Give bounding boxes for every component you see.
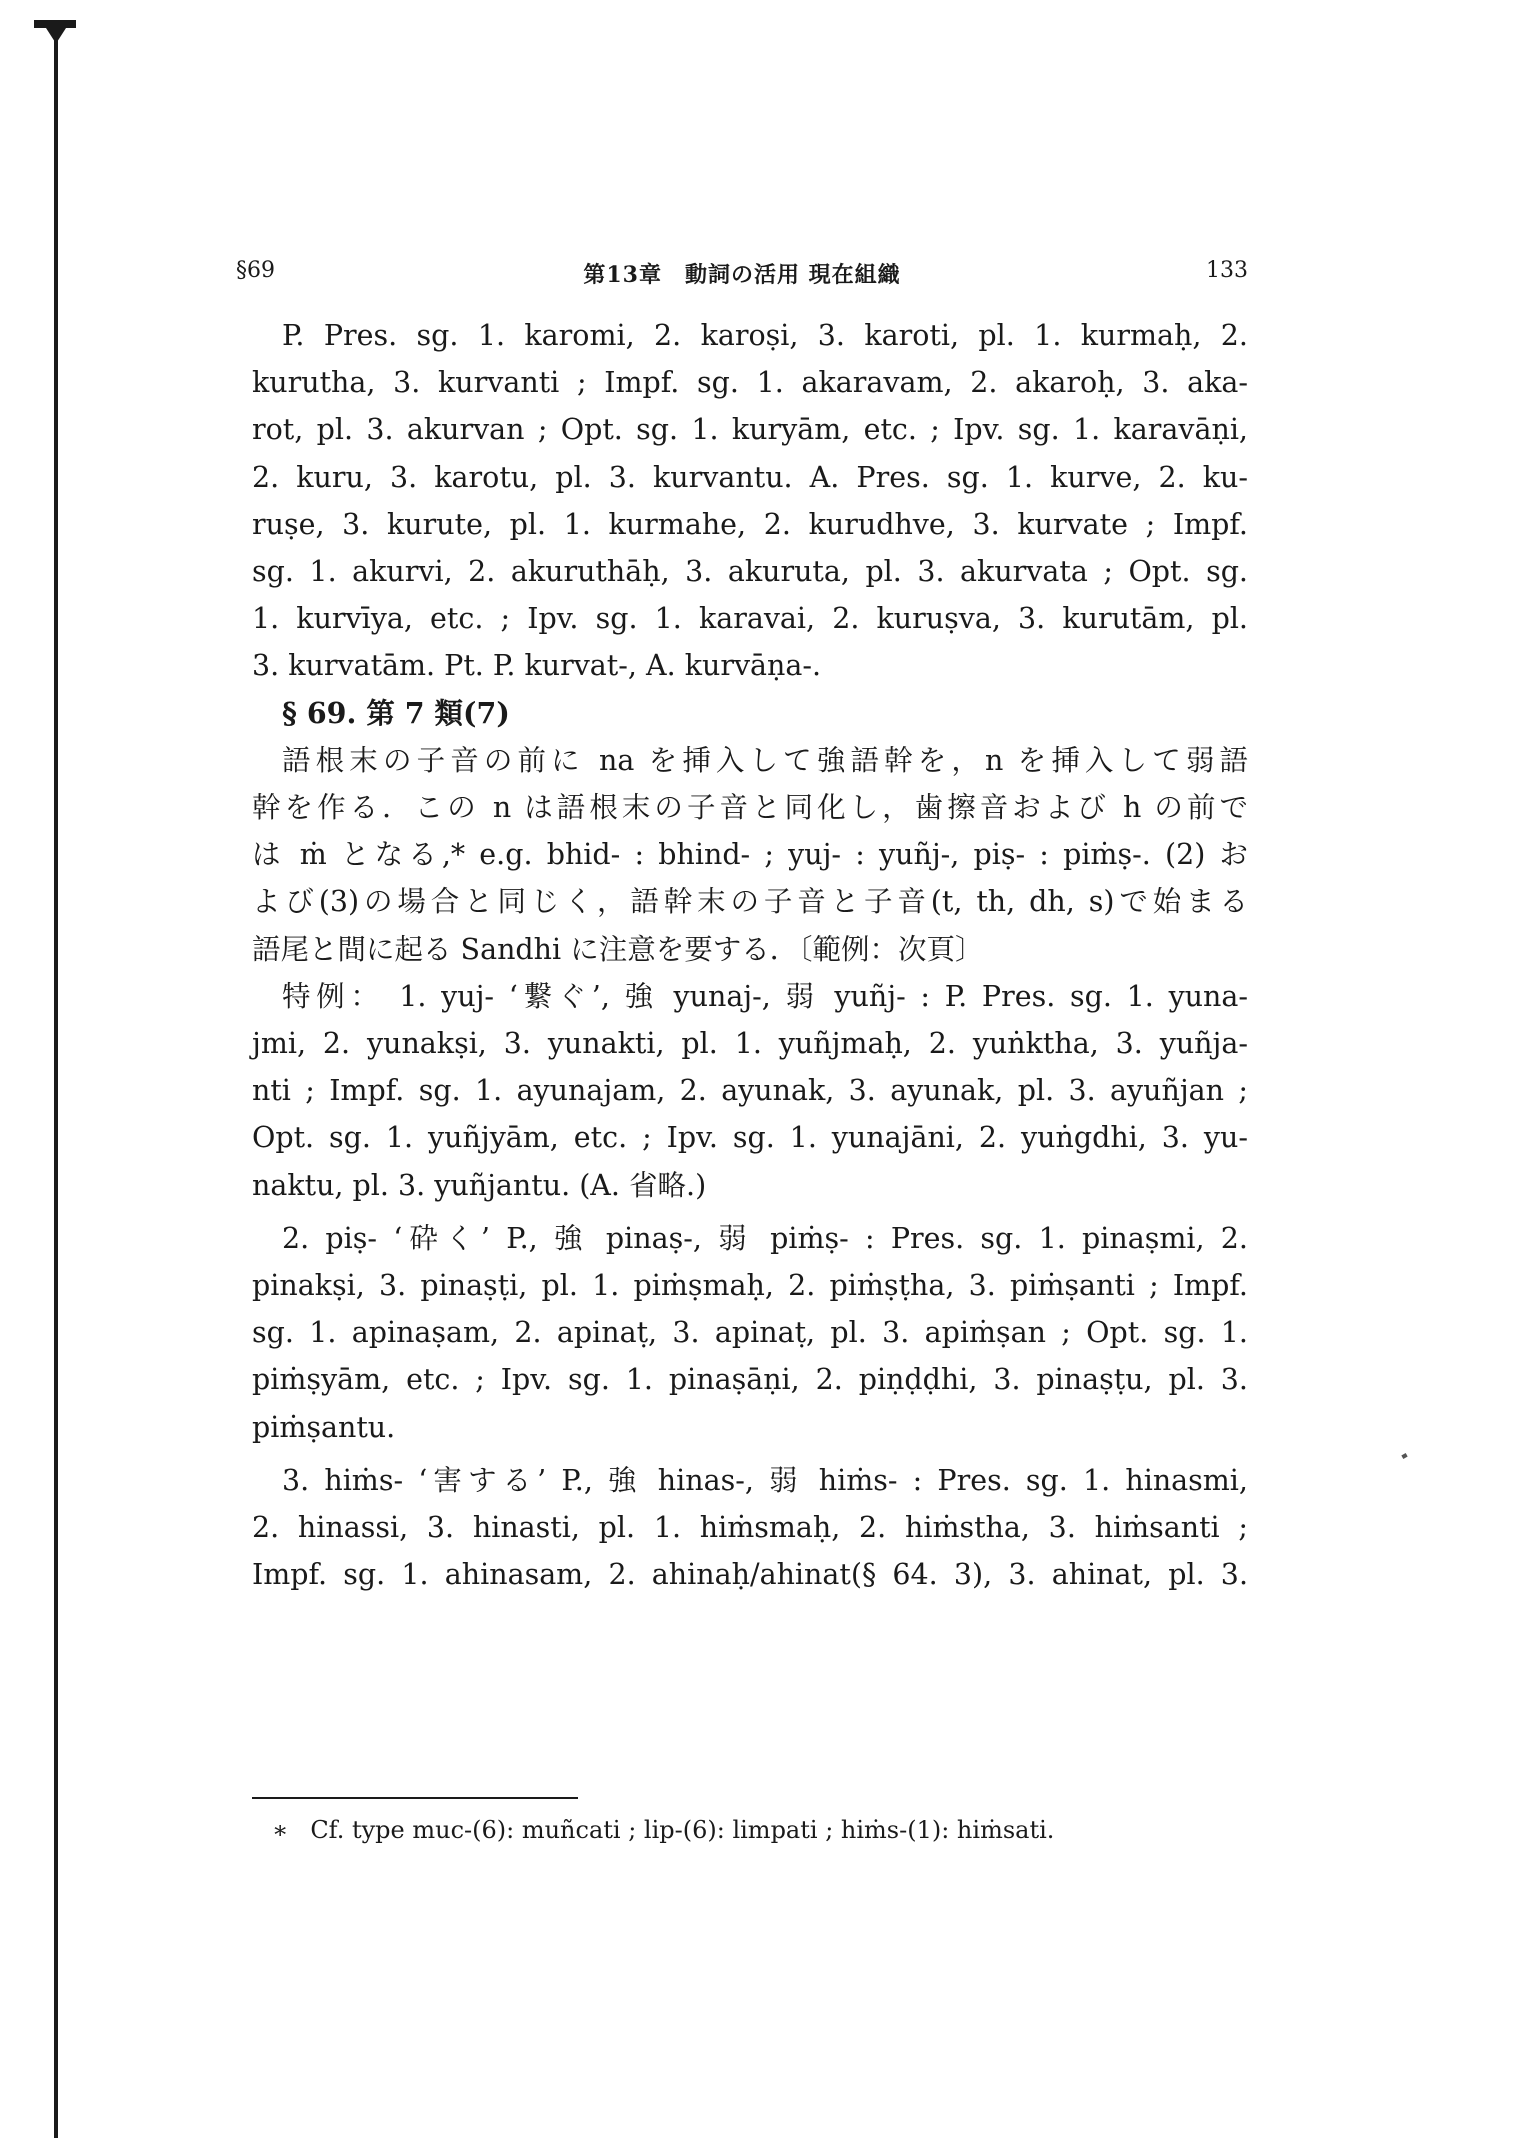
text-line: piṁṣyām, etc. ; Ipv. sg. 1. pinaṣāṇi, 2. piṇḍḍhi, 3. pinaṣṭu, pl. 3. bbox=[252, 1363, 1248, 1397]
example-yuj bbox=[252, 973, 1248, 1209]
text-line: nti ; Impf. sg. 1. ayunajam, 2. ayunak, 3. ayunak, pl. 3. ayuñjan ; bbox=[252, 1074, 1248, 1108]
text-line: 3. hiṁs- ‘害する’ P., 強 hinas-, 弱 hiṁs- : Pres. sg. 1. hinasmi, bbox=[282, 1463, 1248, 1497]
text-line: 語根末の子音の前に na を挿入して強語幹を，n を挿入して弱語 bbox=[282, 743, 1248, 777]
text-line: sg. 1. apinaṣam, 2. apinaṭ, 3. apinaṭ, pl. 3. apiṁṣan ; Opt. sg. 1. bbox=[252, 1316, 1248, 1350]
text-line: Opt. sg. 1. yuñjyām, etc. ; Ipv. sg. 1. yunajāni, 2. yuṅgdhi, 3. yu- bbox=[252, 1121, 1248, 1155]
section-heading: § 69. 第 7 類(7) bbox=[282, 695, 510, 730]
text-line: 2. hinassi, 3. hinasti, pl. 1. hiṁsmaḥ, 2. hiṁstha, 3. hiṁsanti ; bbox=[252, 1511, 1248, 1545]
example-pis bbox=[252, 1215, 1248, 1451]
scan-speck bbox=[1401, 1453, 1407, 1459]
text-line: jmi, 2. yunakṣi, 3. yunakti, pl. 1. yuñjmaḥ, 2. yuṅktha, 3. yuñja- bbox=[252, 1027, 1248, 1061]
footnote-rule bbox=[252, 1797, 578, 1799]
text-line: pinakṣi, 3. pinaṣṭi, pl. 1. piṁṣmaḥ, 2. piṁṣṭha, 3. piṁṣanti ; Impf. bbox=[252, 1269, 1248, 1303]
text-line: kurutha, 3. kurvanti ; Impf. sg. 1. akaravam, 2. akaroḥ, 3. aka- bbox=[252, 366, 1248, 400]
text-line: Impf. sg. 1. ahinasam, 2. ahinaḥ/ahinat(§ 64. 3), 3. ahinat, pl. 3. bbox=[252, 1558, 1248, 1592]
text-line: 2. kuru, 3. karotu, pl. 3. kurvantu. A. Pres. sg. 1. kurve, 2. ku- bbox=[252, 460, 1248, 494]
text-line: naktu, pl. 3. yuñjantu. (A. 省略.) bbox=[252, 1168, 707, 1202]
header-section: §69 bbox=[236, 258, 275, 283]
page-body bbox=[252, 312, 1248, 1598]
page-number: 133 bbox=[1206, 258, 1248, 283]
example-hims bbox=[252, 1457, 1248, 1599]
binding-edge-cap bbox=[34, 20, 76, 28]
footnote bbox=[272, 1816, 1248, 1844]
header-chapter-title: 第13章 動詞の活用 現在組織 bbox=[583, 262, 901, 288]
text-line: ruṣe, 3. kurute, pl. 1. kurmahe, 2. kurudhve, 3. kurvate ; Impf. bbox=[252, 507, 1248, 541]
text-line: 1. kurvīya, etc. ; Ipv. sg. 1. karavai, 2. kuruṣva, 3. kurutām, pl. bbox=[252, 602, 1248, 636]
text-line: よび(3)の場合と同じく，語幹末の子音と子音(t, th, dh, s)で始まる bbox=[252, 885, 1248, 919]
text-line: 3. kurvatām. Pt. P. kurvat-, A. kurvāṇa-. bbox=[252, 649, 822, 683]
footnote-text: Cf. type muc-(6): muñcati ; lip-(6): limpati ; hiṁs-(1): hiṁsati. bbox=[310, 1816, 1055, 1844]
intro-paragraph bbox=[252, 737, 1248, 973]
text-line: 幹を作る．この n は語根末の子音と同化し，歯擦音および h の前で bbox=[252, 791, 1248, 825]
text-line: 2. piṣ- ‘砕く’ P., 強 pinaṣ-, 弱 piṁṣ- : Pres. sg. 1. pinaṣmi, 2. bbox=[282, 1221, 1248, 1255]
text-line: 語尾と間に起る Sandhi に注意を要する．〔範例：次頁〕 bbox=[252, 932, 984, 966]
text-line: P. Pres. sg. 1. karomi, 2. karoṣi, 3. karoti, pl. 1. kurmaḥ, 2. bbox=[282, 319, 1248, 352]
text-line: は ṁ となる,* e.g. bhid- : bhind- ; yuj- : yuñj-, piṣ- : piṁṣ-. (2) お bbox=[252, 838, 1248, 872]
footnote-marker: ∗ bbox=[272, 1816, 289, 1844]
continuation-paragraph bbox=[252, 312, 1248, 690]
text-line: 特例： 1. yuj- ‘繋ぐ’, 強 yunaj-, 弱 yuñj- : P. Pres. sg. 1. yuna- bbox=[282, 979, 1248, 1013]
text-line: sg. 1. akurvi, 2. akuruthāḥ, 3. akuruta, pl. 3. akurvata ; Opt. sg. bbox=[252, 555, 1248, 589]
page-header bbox=[236, 258, 1248, 298]
text-line: piṁṣantu. bbox=[252, 1410, 396, 1444]
binding-edge-line bbox=[54, 28, 58, 2138]
text-line: rot, pl. 3. akurvan ; Opt. sg. 1. kuryām, etc. ; Ipv. sg. 1. karavāṇi, bbox=[252, 413, 1248, 447]
